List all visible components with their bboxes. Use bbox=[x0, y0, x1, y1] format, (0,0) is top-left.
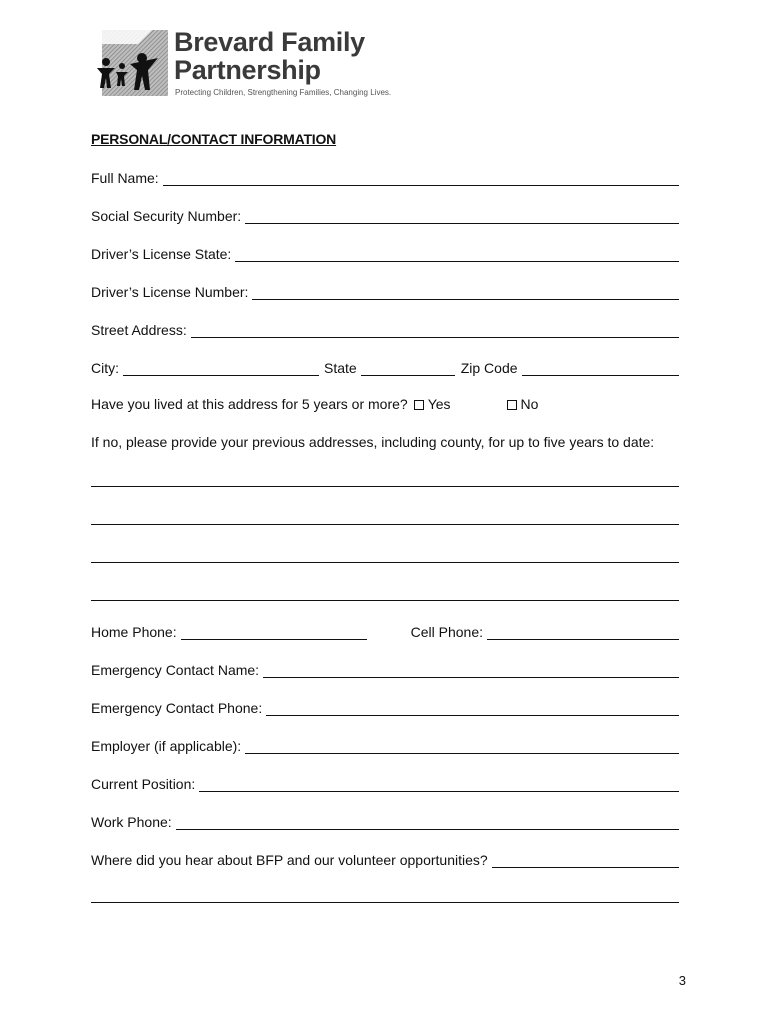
street-label: Street Address: bbox=[91, 322, 187, 338]
phones-row bbox=[91, 622, 679, 640]
previous-address-line-1[interactable] bbox=[91, 486, 679, 487]
ssn-label: Social Security Number: bbox=[91, 208, 242, 224]
state-field[interactable] bbox=[361, 361, 455, 376]
dl-number-label: Driver’s License Number: bbox=[91, 284, 249, 300]
org-name-line1: Brevard Family bbox=[174, 27, 365, 57]
cell-phone-field[interactable] bbox=[487, 625, 679, 640]
yes-label: Yes bbox=[427, 396, 451, 412]
employer-label: Employer (if applicable): bbox=[91, 738, 242, 754]
work-phone-label: Work Phone: bbox=[91, 814, 172, 830]
emergency-phone-label: Emergency Contact Phone: bbox=[91, 700, 263, 716]
emergency-phone-row bbox=[91, 698, 679, 716]
hear-about-line-2[interactable] bbox=[91, 902, 679, 903]
dl-state-field[interactable] bbox=[235, 247, 679, 262]
previous-address-line-4[interactable] bbox=[91, 600, 679, 601]
org-name-line2: Partnership bbox=[174, 55, 321, 85]
hear-about-row bbox=[91, 850, 679, 868]
position-row bbox=[91, 774, 679, 792]
page-number: 3 bbox=[678, 973, 686, 988]
hear-about-label: Where did you hear about BFP and our volunteer opportunities? bbox=[91, 852, 488, 868]
employer-row bbox=[91, 736, 679, 754]
dl-number-field[interactable] bbox=[252, 285, 679, 300]
position-field[interactable] bbox=[199, 777, 679, 792]
lived-question-row bbox=[91, 396, 538, 412]
home-phone-label: Home Phone: bbox=[91, 624, 177, 640]
emergency-name-label: Emergency Contact Name: bbox=[91, 662, 260, 678]
family-figures-logo-icon bbox=[92, 28, 170, 98]
yes-checkbox[interactable] bbox=[414, 400, 424, 410]
work-phone-field[interactable] bbox=[176, 815, 679, 830]
work-phone-row bbox=[91, 812, 679, 830]
emergency-phone-field[interactable] bbox=[266, 701, 679, 716]
logo bbox=[92, 27, 392, 102]
home-phone-field[interactable] bbox=[181, 625, 367, 640]
street-row bbox=[91, 320, 679, 338]
employer-field[interactable] bbox=[245, 739, 679, 754]
position-label: Current Position: bbox=[91, 776, 196, 792]
ssn-row bbox=[91, 206, 679, 224]
organization-name bbox=[174, 28, 365, 84]
city-label: City: bbox=[91, 360, 119, 376]
dl-number-row bbox=[91, 282, 679, 300]
no-checkbox[interactable] bbox=[507, 400, 517, 410]
zip-label: Zip Code bbox=[460, 360, 518, 376]
full-name-field[interactable] bbox=[163, 171, 679, 186]
cell-phone-label: Cell Phone: bbox=[410, 624, 483, 640]
emergency-name-row bbox=[91, 660, 679, 678]
previous-address-line-2[interactable] bbox=[91, 524, 679, 525]
tagline: Protecting Children, Strengthening Families, Changing Lives. bbox=[175, 88, 392, 97]
street-field[interactable] bbox=[191, 323, 679, 338]
dl-state-row bbox=[91, 244, 679, 262]
previous-addresses-prompt: If no, please provide your previous addresses, including county, for up to five years to date: bbox=[91, 434, 655, 450]
full-name-label: Full Name: bbox=[91, 170, 159, 186]
city-state-zip-row bbox=[91, 358, 679, 376]
full-name-row bbox=[91, 168, 679, 186]
no-label: No bbox=[520, 396, 539, 412]
state-label: State bbox=[324, 360, 357, 376]
previous-address-line-3[interactable] bbox=[91, 562, 679, 563]
lived-question-label: Have you lived at this address for 5 years or more? bbox=[91, 396, 408, 412]
ssn-field[interactable] bbox=[245, 209, 679, 224]
emergency-name-field[interactable] bbox=[263, 663, 679, 678]
zip-field[interactable] bbox=[522, 361, 679, 376]
hear-about-field[interactable] bbox=[492, 853, 679, 868]
dl-state-label: Driver’s License State: bbox=[91, 246, 232, 262]
city-field[interactable] bbox=[123, 361, 319, 376]
section-heading: PERSONAL/CONTACT INFORMATION bbox=[91, 131, 337, 147]
